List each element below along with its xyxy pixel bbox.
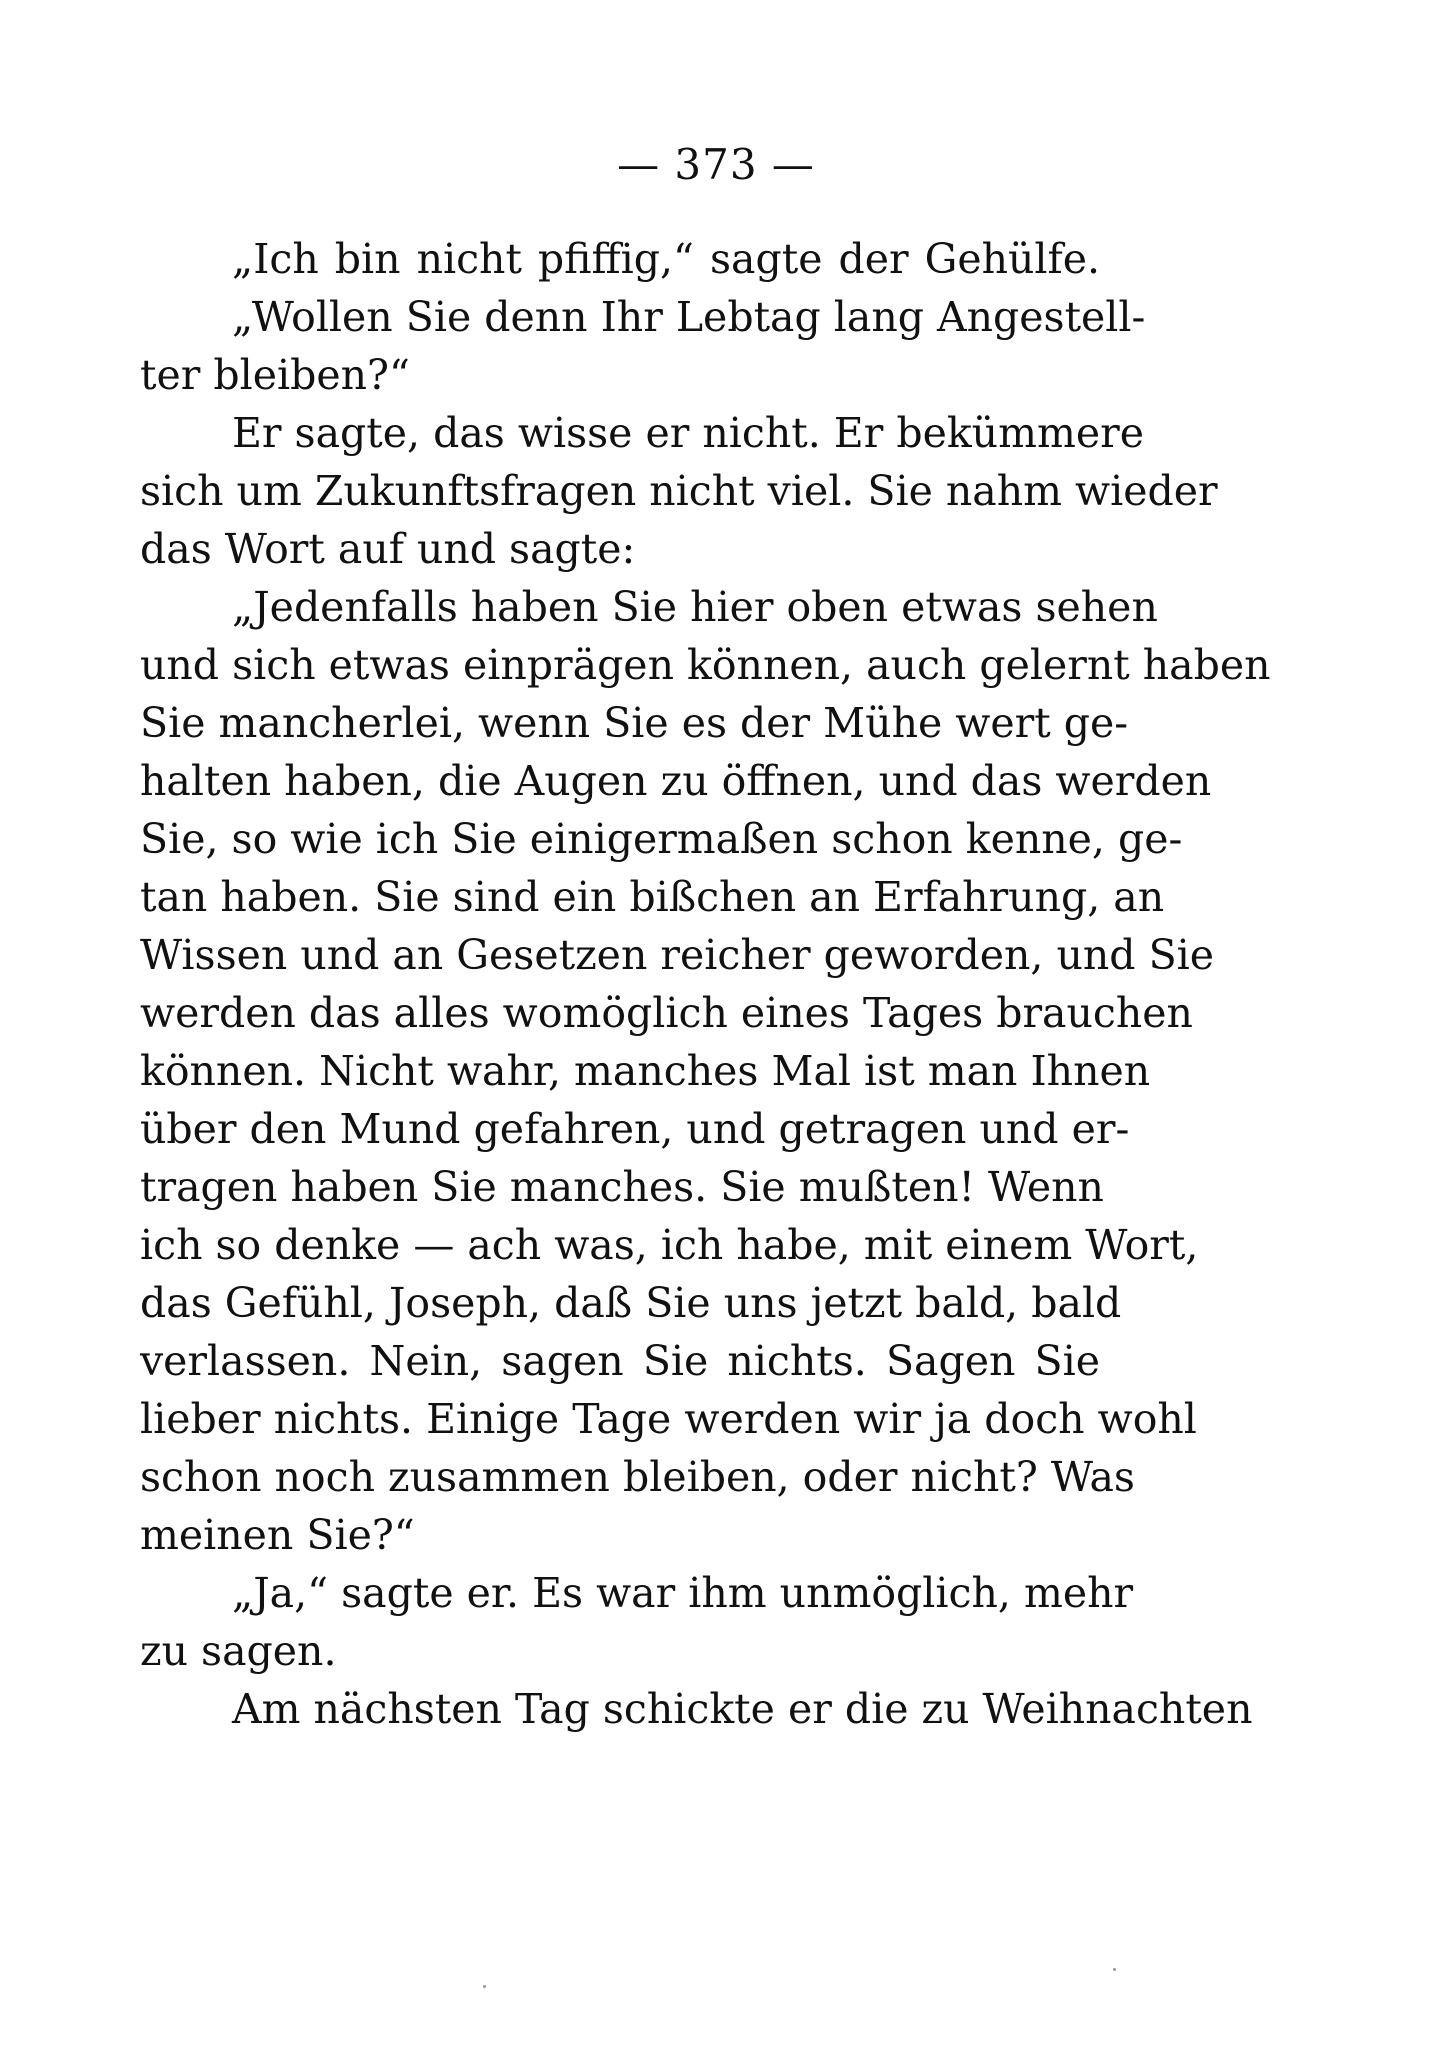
text-line: „Jedenfalls haben Sie hier oben etwas sehen: [232, 583, 1158, 631]
paper-speck: [483, 1985, 486, 1988]
text-line: Sie mancherlei, wenn Sie es der Mühe wert ge-: [140, 699, 1129, 747]
text-line: werden das alles womöglich eines Tages brauchen: [140, 989, 1193, 1037]
text-line: ter bleiben?“: [140, 351, 410, 399]
text-line: das Wort auf und sagte:: [140, 525, 636, 573]
text-line: Er sagte, das wisse er nicht. Er bekümmere: [232, 409, 1144, 457]
body-text: [140, 230, 1271, 1738]
text-line: ich so denke — ach was, ich habe, mit einem Wort,: [140, 1221, 1199, 1269]
text-line: zu sagen.: [140, 1627, 337, 1675]
text-line: „Ich bin nicht pfiffig,“ sagte der Gehülfe.: [232, 235, 1100, 283]
text-line: über den Mund gefahren, und getragen und er-: [140, 1105, 1130, 1153]
text-line: Am nächsten Tag schickte er die zu Weihnachten: [232, 1685, 1253, 1733]
page-number: — 373 —: [617, 140, 815, 189]
text-line: lieber nichts. Einige Tage werden wir ja doch wohl: [140, 1395, 1197, 1443]
text-line: verlassen. Nein, sagen Sie nichts. Sagen Sie: [140, 1337, 1100, 1385]
text-line: Sie, so wie ich Sie einigermaßen schon kenne, ge-: [140, 815, 1183, 863]
text-line: sich um Zukunftsfragen nicht viel. Sie nahm wieder: [140, 467, 1218, 515]
paper-speck: [1113, 1968, 1116, 1971]
text-line: tragen haben Sie manches. Sie mußten! Wenn: [140, 1163, 1104, 1211]
text-line: tan haben. Sie sind ein bißchen an Erfahrung, an: [140, 873, 1165, 921]
text-line: halten haben, die Augen zu öffnen, und das werden: [140, 757, 1212, 805]
text-line: Wissen und an Gesetzen reicher geworden, und Sie: [140, 931, 1215, 979]
text-line: „Wollen Sie denn Ihr Lebtag lang Angestell-: [232, 293, 1146, 341]
text-line: schon noch zusammen bleiben, oder nicht? Was: [140, 1453, 1135, 1501]
text-line: können. Nicht wahr, manches Mal ist man Ihnen: [140, 1047, 1151, 1095]
text-line: meinen Sie?“: [140, 1511, 415, 1559]
text-line: das Gefühl, Joseph, daß Sie uns jetzt bald, bald: [140, 1279, 1122, 1327]
text-line: und sich etwas einprägen können, auch gelernt haben: [140, 641, 1271, 689]
text-line: „Ja,“ sagte er. Es war ihm unmöglich, mehr: [232, 1569, 1134, 1617]
